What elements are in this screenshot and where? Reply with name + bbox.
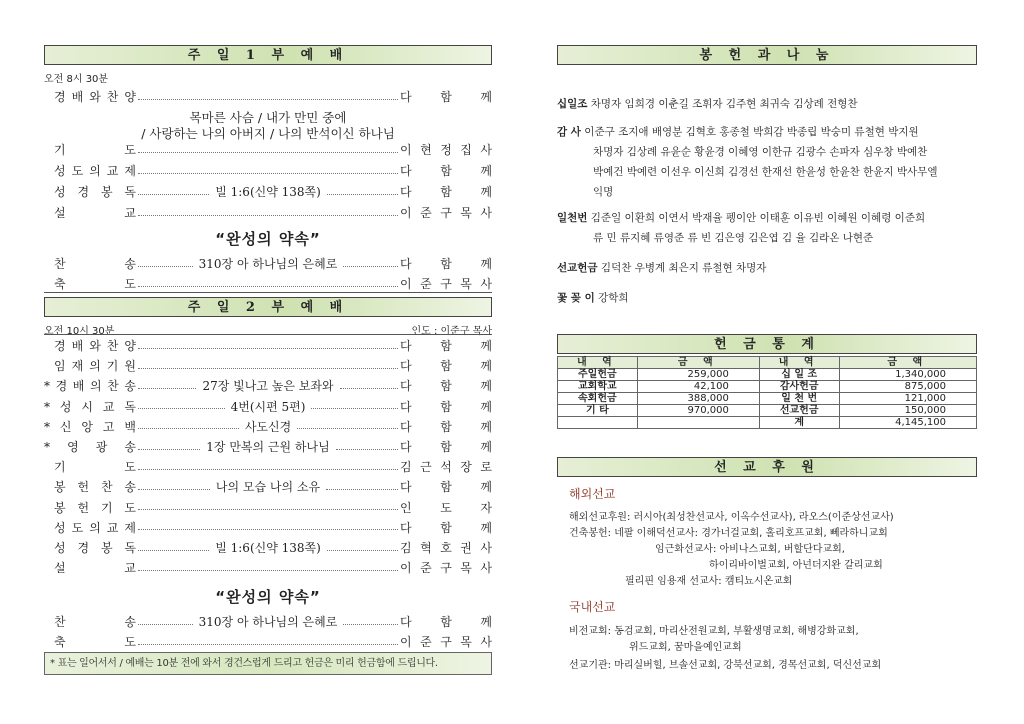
finance-header: 헌 금 통 계: [557, 334, 977, 354]
order-label: 성 경 봉 독: [54, 185, 136, 199]
dot-leader: [336, 449, 398, 450]
finance-table: [557, 356, 977, 429]
dot-leader: [138, 388, 196, 389]
finance-row: [558, 405, 977, 417]
order-row: [44, 559, 492, 577]
flower-names: 강학희: [598, 292, 629, 304]
domestic-title: 국내선교: [569, 600, 616, 614]
order-label: 설 교: [54, 561, 136, 576]
domestic-line: 선교기관: 마리실버힐, 브솔선교회, 강북선교회, 경목선교회, 덕신선교회: [569, 660, 882, 671]
dot-leader: [138, 99, 398, 100]
order-detail: 27장 빛나고 높은 보좌와: [202, 379, 334, 394]
dot-leader: [138, 449, 200, 450]
thanks-line: 차명자 김상례 유윤순 황윤경 이혜영 이한규 김광수 손파자 심우창 박예찬: [593, 146, 928, 158]
order-fill: [136, 559, 400, 577]
order-label: * 경 배 의 찬 송: [44, 379, 136, 394]
overseas-line: 건축봉헌: 네팔 이해덕선교사: 경가너걸교회, 홀리호프교회, 뻬라하니교회: [569, 528, 888, 539]
order-fill: [136, 499, 400, 517]
onethousand-block: [557, 208, 977, 248]
dot-leader: [138, 570, 398, 571]
order-label: 찬 송: [54, 615, 136, 629]
thanks-block: [557, 122, 977, 202]
order-row: [44, 183, 492, 201]
dot-leader: [138, 489, 210, 490]
order-row: [44, 275, 492, 293]
dot-leader: [138, 509, 398, 510]
mission-label: 선교헌금: [557, 262, 598, 274]
order-detail: 310장 아 하나님의 은혜로: [198, 257, 338, 271]
finance-amount: 4,145,100: [839, 417, 976, 429]
order-label: 성 도 의 교 제: [54, 164, 136, 178]
order-label: 축 도: [54, 277, 136, 291]
order-label: 봉 헌 찬 송: [54, 480, 136, 495]
order-fill: [136, 357, 400, 375]
order-person: 다 함 께: [400, 615, 492, 629]
dot-leader: [138, 368, 398, 369]
dot-leader: [138, 348, 398, 349]
dot-leader: [138, 624, 193, 625]
order-person: 다 함 께: [400, 379, 492, 394]
overseas-title: 해외선교: [569, 487, 616, 501]
missions-header: 선 교 후 원: [557, 457, 977, 477]
finance-item: 기 타: [558, 405, 638, 417]
overseas-line: 해외선교후원: 러시아(최성찬선교사, 이옥수선교사), 라오스(이준상선교사): [569, 512, 894, 523]
order-person: 다 함 께: [400, 164, 492, 178]
dot-leader: [138, 152, 398, 153]
divider: [44, 292, 492, 293]
thanks-names: 이준구 조지애 배영분 김혁호 홍종철 박희감 박종립 박숭미 류철현 박지원: [584, 126, 919, 138]
order-label: 설 교: [54, 206, 136, 220]
service1-header: 주 일 1 부 예 배: [44, 45, 492, 65]
order-person: 다 함 께: [400, 257, 492, 271]
finance-row: [558, 417, 977, 429]
domestic-line: 비전교회: 동검교회, 마리산전원교회, 부활생명교회, 해병강화교회,: [569, 626, 859, 637]
flower-label: 꽃 꽂 이: [557, 292, 595, 304]
finance-amount: 121,000: [839, 393, 976, 405]
dot-leader: [138, 215, 398, 216]
order-person: 이 준 구 목 사: [400, 561, 492, 576]
order-person: 다 함 께: [400, 339, 492, 353]
right-column: [557, 0, 977, 724]
order-person: 다 함 께: [400, 399, 492, 414]
finance-item: 선교헌금: [759, 405, 839, 417]
order-label: * 신 앙 고 백: [44, 419, 136, 434]
order-row: [44, 499, 492, 517]
order-fill: [136, 478, 400, 496]
footer-note: * 표는 일어서서 / 예배는 10분 전에 와서 경건스럽게 드리고 헌금은 미리 헌금함에 드립니다.: [44, 652, 492, 675]
finance-item: [558, 417, 638, 429]
order-label: 찬 송: [54, 257, 136, 271]
finance-row: [558, 369, 977, 381]
order-row: [44, 478, 492, 496]
finance-item: 일 천 번: [759, 393, 839, 405]
service2-leader: 인도 : 이준구 목사: [411, 326, 492, 337]
order-label: 경 배 와 찬 양: [54, 339, 136, 353]
order-person: 다 함 께: [400, 359, 492, 374]
order-person: 김 근 석 장 로: [400, 460, 492, 475]
order-detail: 빌 1:6(신약 138쪽): [215, 185, 321, 199]
order-detail: 빌 1:6(신약 138쪽): [215, 541, 321, 555]
order-person: 이 준 구 목 사: [400, 635, 492, 649]
order-fill: [136, 377, 400, 395]
finance-col-header: 금 액: [839, 357, 976, 369]
dot-leader: [340, 388, 398, 389]
dot-leader: [138, 194, 209, 195]
dot-leader: [343, 266, 398, 267]
divider: [44, 334, 492, 335]
order-row: [44, 357, 492, 375]
offering-header: 봉 헌 과 나 눔: [557, 45, 977, 65]
order-fill: [136, 613, 400, 631]
order-fill: [136, 633, 400, 651]
finance-amount: 388,000: [637, 393, 759, 405]
dot-leader: [326, 489, 398, 490]
order-row: [44, 162, 492, 180]
order-row: [44, 377, 492, 395]
finance-item: 계: [759, 417, 839, 429]
dot-leader: [138, 286, 398, 287]
onethousand-label: 일천번: [557, 212, 588, 224]
finance-amount: 875,000: [839, 381, 976, 393]
onethousand-line: 류 민 류지혜 류영준 류 빈 김은영 김은엽 김 율 김라온 나현준: [593, 232, 874, 244]
finance-col-header: 금 액: [637, 357, 759, 369]
order-label: 임 재 의 기 원: [54, 359, 136, 374]
order-row: [44, 633, 492, 651]
service2-header: 주 일 2 부 예 배: [44, 297, 492, 317]
order-person: 김 혁 호 권 사: [400, 541, 492, 555]
order-label: * 영 광 송: [44, 440, 136, 454]
sermon-title-2: “완성의 약속”: [215, 588, 321, 606]
order-fill: [136, 204, 400, 222]
dot-leader: [138, 266, 193, 267]
order-row: [44, 613, 492, 631]
order-row: [44, 539, 492, 557]
dot-leader: [311, 408, 398, 409]
thanks-label: 감 사: [557, 126, 581, 138]
finance-amount: 1,340,000: [839, 369, 976, 381]
finance-amount: 150,000: [839, 405, 976, 417]
finance-item: 교회학교: [558, 381, 638, 393]
order-fill: [136, 418, 400, 436]
service2-time: 오전 10시 30분: [44, 326, 115, 337]
order-label: * 성 시 교 독: [44, 399, 136, 414]
dot-leader: [327, 194, 398, 195]
dot-leader: [343, 624, 398, 625]
finance-col-header: 내 역: [558, 357, 638, 369]
order-detail: 1장 만복의 근원 하나님: [206, 440, 330, 454]
order-detail: 4번(시편 5편): [230, 399, 306, 414]
order-person: 다 함 께: [400, 440, 492, 454]
mission-line: [557, 258, 977, 278]
order-label: 경 배 와 찬 양: [54, 90, 136, 104]
order-fill: [136, 519, 400, 537]
finance-row: [558, 381, 977, 393]
order-person: 이 준 구 목 사: [400, 277, 492, 291]
order-row: [44, 438, 492, 456]
dot-leader: [138, 644, 398, 645]
finance-amount: 970,000: [637, 405, 759, 417]
hymn-title-line1: 목마른 사슴 / 내가 만민 중에: [189, 110, 347, 125]
order-person: 다 함 께: [400, 185, 492, 199]
service1-time: 오전 8시 30분: [44, 74, 109, 85]
onethousand-line: [557, 208, 977, 228]
order-fill: [136, 438, 400, 456]
finance-item: 주일헌금: [558, 369, 638, 381]
flower-line: [557, 288, 977, 308]
order-fill: [136, 88, 400, 106]
dot-leader: [138, 550, 209, 551]
order-row: [44, 88, 492, 106]
dot-leader: [327, 550, 398, 551]
order-label: 축 도: [54, 635, 136, 649]
order-person: 이 준 구 목 사: [400, 206, 492, 220]
order-label: 기 도: [54, 460, 136, 475]
dot-leader: [297, 428, 398, 429]
dot-leader: [138, 469, 398, 470]
thanks-line: 박예건 박예련 이선우 이신희 김경선 한재선 한윤성 한윤찬 한윤지 박사무엘: [593, 166, 938, 178]
order-row: [44, 398, 492, 416]
order-fill: [136, 337, 400, 355]
order-person: 다 함 께: [400, 90, 492, 104]
order-row: [44, 204, 492, 222]
order-row: [44, 337, 492, 355]
thanks-line: [557, 122, 977, 142]
dot-leader: [138, 173, 398, 174]
order-row: [44, 458, 492, 476]
onethousand-names: 김준일 이환희 이연서 박재율 펭이안 이태훈 이유빈 이혜원 이혜령 이준희: [590, 212, 926, 224]
finance-item: 속회헌금: [558, 393, 638, 405]
finance-amount: [637, 417, 759, 429]
domestic-line: 위드교회, 꿈마을예인교회: [629, 642, 742, 653]
order-fill: [136, 398, 400, 416]
finance-body: [558, 369, 977, 429]
order-fill: [136, 141, 400, 159]
finance-row: [558, 393, 977, 405]
order-detail: 나의 모습 나의 소유: [215, 480, 321, 495]
order-label: 성 경 봉 독: [54, 541, 136, 555]
overseas-line: 임근화선교사: 아비나스교회, 버할단다교회,: [655, 544, 845, 555]
tithe-line: [557, 94, 977, 114]
order-label: 봉 헌 기 도: [54, 500, 136, 515]
dot-leader: [138, 428, 239, 429]
order-fill: [136, 539, 400, 557]
order-fill: [136, 162, 400, 180]
overseas-line: 하이리바이벌교회, 아넌더지완 갈리교회: [709, 560, 883, 571]
finance-amount: 42,100: [637, 381, 759, 393]
order-label: 기 도: [54, 143, 136, 157]
dot-leader: [138, 408, 225, 409]
order-row: [44, 418, 492, 436]
left-column: [44, 0, 492, 724]
tithe-label: 십일조: [557, 98, 588, 110]
order-fill: [136, 275, 400, 293]
finance-head-row: [558, 357, 977, 369]
dot-leader: [138, 529, 398, 530]
tithe-names: 차명자 임희경 이춘길 조휘자 김주현 최귀숙 김상례 전형찬: [590, 98, 858, 110]
order-fill: [136, 458, 400, 476]
order-detail: 310장 아 하나님의 은혜로: [198, 615, 338, 629]
order-row: [44, 255, 492, 273]
sermon-title-1: “완성의 약속”: [215, 230, 321, 248]
overseas-line: 필리핀 임용재 선교사: 캠티뇨시온교회: [625, 576, 793, 587]
order-person: 인 도 자: [400, 500, 492, 515]
order-person: 이 현 정 집 사: [400, 143, 492, 157]
order-fill: [136, 183, 400, 201]
order-row: [44, 519, 492, 537]
order-row: [44, 141, 492, 159]
thanks-line: 익명: [593, 186, 614, 198]
mission-names: 김덕찬 우병계 최은지 류철현 차명자: [600, 262, 767, 274]
finance-amount: 259,000: [637, 369, 759, 381]
order-detail: 사도신경: [244, 419, 292, 434]
order-person: 다 함 께: [400, 419, 492, 434]
order-fill: [136, 255, 400, 273]
order-person: 다 함 께: [400, 520, 492, 535]
order-person: 다 함 께: [400, 480, 492, 495]
finance-col-header: 내 역: [759, 357, 839, 369]
finance-item: 감사헌금: [759, 381, 839, 393]
hymn-title-line2: / 사랑하는 나의 아버지 / 나의 반석이신 하나님: [141, 126, 395, 141]
finance-item: 십 일 조: [759, 369, 839, 381]
order-label: 성 도 의 교 제: [54, 520, 136, 535]
